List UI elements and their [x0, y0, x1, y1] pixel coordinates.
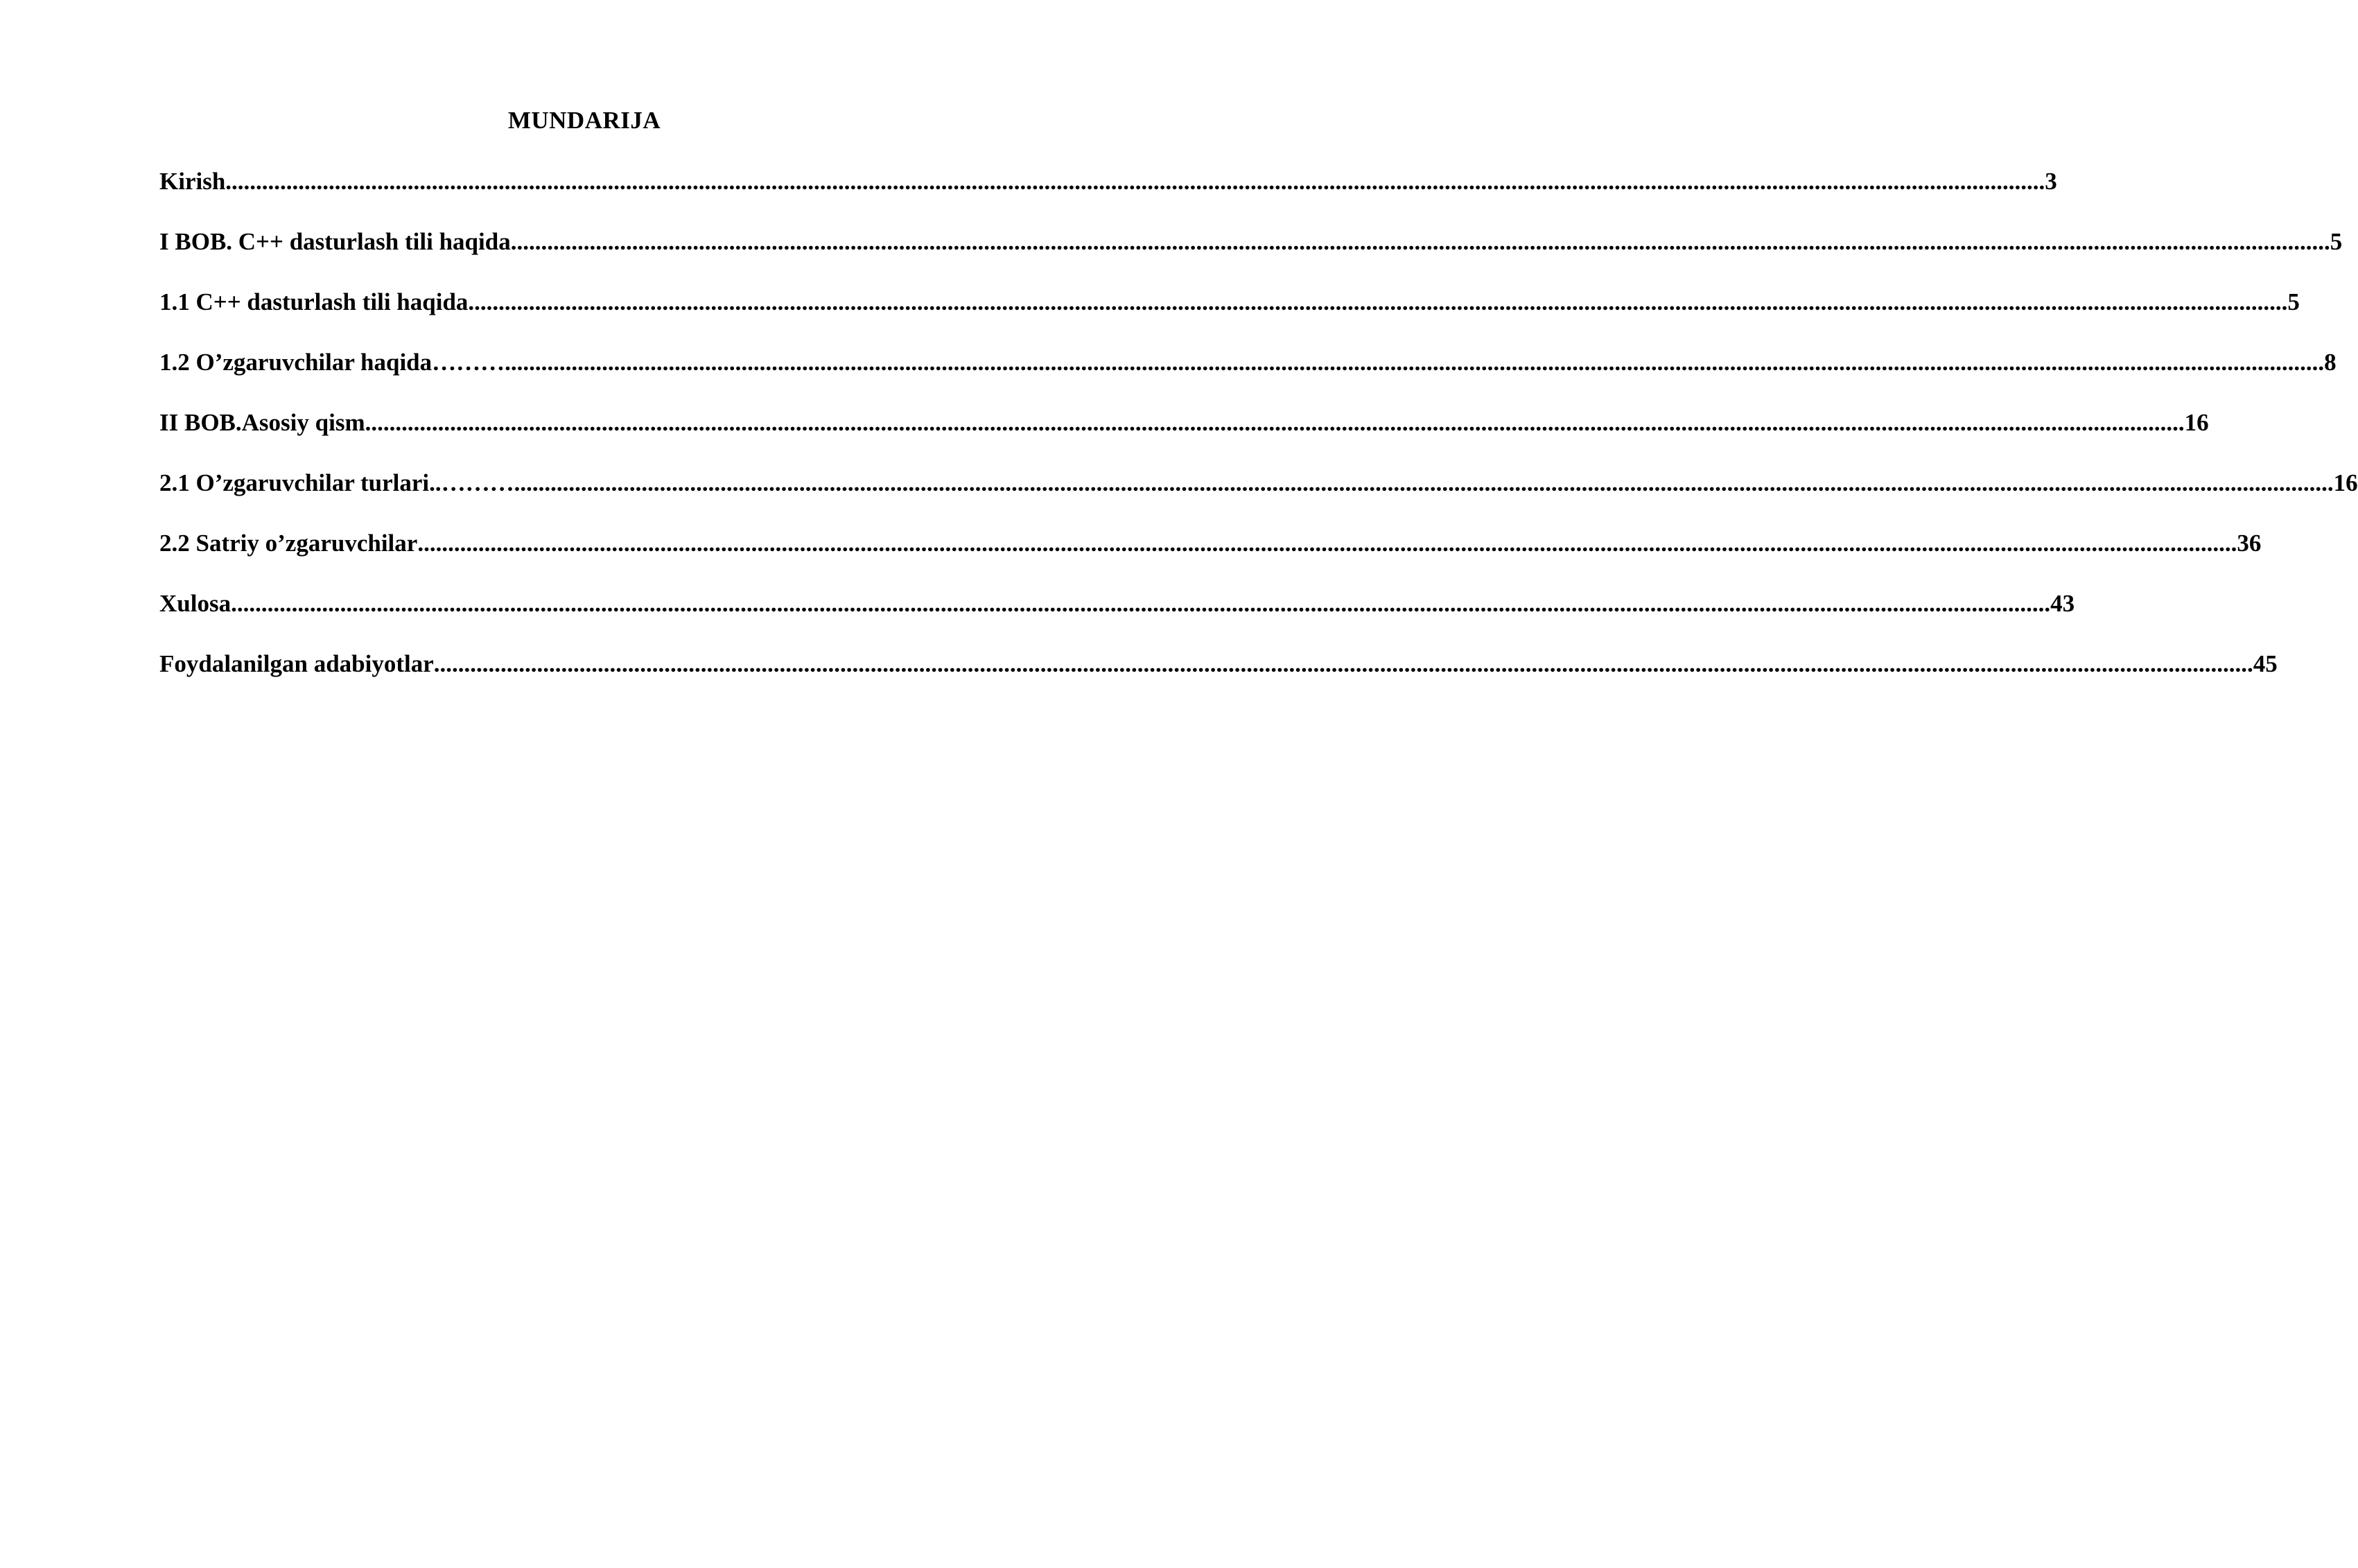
toc-entry [159, 166, 2057, 227]
table-of-contents [159, 166, 2358, 709]
toc-entry-page: 16 [2184, 409, 2209, 436]
toc-entry-page: 43 [2050, 590, 2075, 617]
toc-leader-dots: ............................................................................................................................................................................................................................................................................................................ [417, 530, 2237, 557]
toc-leader-dots: ............................................................................................................................................................................................................................................................................................................ [468, 288, 2288, 315]
toc-entry [159, 227, 2343, 287]
toc-entry-label: II BOB.Asosiy qism [159, 409, 365, 436]
toc-entry [159, 649, 2278, 709]
toc-entry-page: 8 [2324, 349, 2337, 376]
toc-entry-label: Xulosa [159, 590, 232, 617]
toc-leader-dots: ............................................................................................................................................................................................................................................................................................................ [433, 650, 2253, 677]
toc-entry-label: 2.1 O’zgaruvchilar turlari..……… [159, 469, 514, 496]
toc-entry-page: 3 [2045, 168, 2057, 195]
toc-entry-label: 1.1 C++ dasturlash tili haqida [159, 288, 469, 315]
toc-entry [159, 468, 2358, 528]
toc-leader-dots: ............................................................................................................................................................................................................................................................................................................ [510, 228, 2330, 255]
toc-leader-dots: ............................................................................................................................................................................................................................................................................................................ [514, 469, 2334, 496]
toc-entry-label: Foydalanilgan adabiyotlar [159, 650, 434, 677]
toc-entry [159, 287, 2300, 347]
toc-entry-page: 5 [2330, 228, 2343, 255]
toc-entry [159, 347, 2337, 408]
toc-entry-page: 36 [2237, 530, 2262, 557]
toc-entry-label: 2.2 Satriy o’zgaruvchilar [159, 530, 418, 557]
toc-entry [159, 528, 2262, 589]
toc-entry [159, 408, 2209, 468]
toc-entry-page: 45 [2253, 650, 2278, 677]
toc-leader-dots: ............................................................................................................................................................................................................................................................................................................ [365, 409, 2185, 436]
toc-entry-label: 1.2 O’zgaruvchilar haqida……… [159, 349, 505, 376]
toc-entry-label: I BOB. C++ dasturlash tili haqida [159, 228, 511, 255]
toc-entry-page: 5 [2287, 288, 2300, 315]
toc-leader-dots: ............................................................................................................................................................................................................................................................................................................ [231, 590, 2051, 617]
toc-leader-dots: ............................................................................................................................................................................................................................................................................................................ [225, 168, 2045, 195]
toc-entry-page: 16 [2333, 469, 2358, 496]
toc-leader-dots: ............................................................................................................................................................................................................................................................................................................ [505, 349, 2325, 376]
toc-entry [159, 589, 2075, 649]
toc-title: MUNDARIJA [507, 107, 661, 134]
toc-entry-label: Kirish [159, 168, 226, 195]
